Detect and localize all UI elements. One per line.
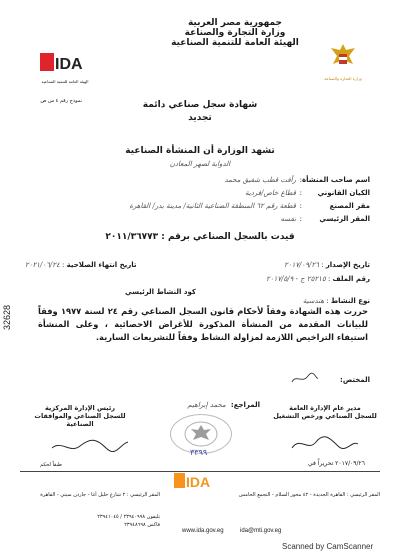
emblem: [318, 42, 368, 81]
head-block: [20, 404, 140, 428]
authority-name: الهيئة العامة للتنمية الصناعية: [171, 38, 299, 48]
date-note: ٢٠١٧/٠٩/٢٦ تحريراً في: [307, 460, 365, 467]
gm-signature-icon: [290, 434, 360, 454]
specialist-signature-icon: [290, 372, 320, 386]
ida-logo-icon: [40, 50, 90, 74]
field-value: نفسه: [280, 214, 296, 223]
expiry-date-value: ٢٠٢١/٠٦/٢٤: [25, 261, 60, 269]
registration-number: قيدت بالسجل الصناعي برقم : ٢٠١١/٣٦٧٧٣: [105, 232, 295, 242]
svg-text:IDA: IDA: [55, 56, 83, 73]
ida-footer-logo-icon: [168, 470, 228, 492]
field-label: مقر المصنع: [329, 201, 370, 210]
establishment-name: الدوابة لصهر المعادن: [169, 160, 231, 168]
side-number: 32628: [2, 304, 12, 330]
issue-date-label: تاريخ الإصدار: [325, 261, 370, 269]
reviewer-name: محمد إبراهيم: [187, 401, 226, 409]
emblem-caption: وزارة التجارة والصناعة: [324, 76, 362, 81]
issue-date-value: ٢٠١٧/٠٩/٢٦: [284, 261, 319, 269]
stamp-number: ٣٣٩٩: [190, 448, 208, 457]
ida-logo-caption: الهيئة العامة للتنمية الصناعية: [41, 79, 89, 84]
form-number: نموذج رقم ٤ س ص: [40, 98, 82, 104]
ida-logo: [40, 50, 90, 84]
scanner-watermark: Scanned by CamScanner: [282, 542, 374, 551]
reviewer-label: المراجع:: [230, 401, 260, 409]
body-text: حررت هذه الشهادة وفقاً لأحكام قانون السجل الصناعي رقم ٢٤ لسنة ١٩٧٧ وفقاً للبيانات المقدمة من المنشأة المذكورة للأغراض الاحصائية ، وعلى المنشأة استيفاء التراخيص اللازمة لمزاولة النشاط وفقاً للتشريعات السارية.: [38, 306, 368, 342]
web-link[interactable]: www.ida.gov.eg: [182, 528, 224, 534]
footer-web[interactable]: [182, 528, 224, 534]
specialist-label: المختص:: [340, 376, 370, 384]
field-row: مقر المصنع : قطعة رقم ٦٢ المنطقة الصناعية الثانية/ مدينة بدر/ القاهرة: [129, 201, 370, 210]
email-link[interactable]: ida@mti.gov.eg: [240, 528, 282, 534]
file-number-value: ٢٥٢١٥ ج - ٢٠١٧/٥/٩: [266, 275, 326, 283]
activity-type-label: نوع النشاط: [330, 297, 370, 305]
activity-row: نوع النشاط : هندسية كود النشاط الرئيسي: [125, 288, 370, 305]
field-label: اسم صاحب المنشأة: [302, 175, 370, 184]
footer-phone-text: تليفون ٢٣٩٤٠٩٩٨ / ٢٣٩٤١٠٤٥: [97, 514, 160, 520]
footer-logo: [168, 470, 228, 496]
field-value: قطعة رقم ٦٢ المنطقة الصناعية الثانية/ مدينة بدر/ القاهرة: [129, 201, 296, 210]
side-number-box: [2, 290, 16, 330]
field-value: رأفت قطب شفيق محمد: [224, 175, 296, 184]
fields-block: [25, 173, 370, 225]
field-row: اسم صاحب المنشأة : رأفت قطب شفيق محمد: [224, 175, 370, 184]
certificate-title: شهادة سجل صناعي دائمة: [142, 100, 258, 110]
expiry-date-label: تاريخ انتهاء الصلاحية: [66, 261, 137, 269]
gm-block: [270, 404, 380, 420]
footer-email[interactable]: [240, 528, 281, 534]
svg-text:IDA: IDA: [186, 474, 211, 490]
bottom-note: طبقاً لحكم: [40, 462, 62, 468]
renewal-label: تجديد: [188, 113, 212, 123]
footer-fax: فاكس ٢٣٩٤٨٦٩٨: [124, 522, 160, 528]
eagle-icon: [329, 42, 357, 72]
activity-type-value: هندسية: [302, 297, 325, 305]
head-title-2: للسجل الصناعي والموافقات الصناعية: [34, 412, 126, 428]
gm-title-2: للسجل الصناعي ورخص التشغيل: [273, 412, 377, 420]
footer-phone: [20, 514, 160, 520]
field-row: الكيان القانوني : قطاع خاص/فردية: [245, 188, 370, 197]
country-name: جمهورية مصر العربية: [187, 18, 283, 28]
reviewer-block: [170, 392, 260, 411]
certifies-line: تشهد الوزارة أن المنشأة الصناعية: [125, 146, 275, 156]
footer-hq: المقر الرئيسي : القاهرة الجديدة - ٤٢ محور السلام - التجمع الخامس: [238, 492, 380, 498]
field-value: قطاع خاص/فردية: [245, 188, 296, 197]
footer-branch: المقر الرئيسي : ٢ شارع خليل أغا - جاردن سيتي - القاهرة: [40, 492, 160, 498]
ministry-name: وزارة التجارة والصناعة: [184, 28, 286, 38]
head-signature-icon: [50, 436, 130, 456]
file-row: رقم الملف : ٢٥٢١٥ ج - ٢٠١٧/٥/٩: [266, 275, 370, 283]
head-title-1: رئيس الإدارة المركزية: [44, 404, 116, 412]
activity-code-label: كود النشاط الرئيسي: [125, 288, 196, 296]
header-block: [150, 18, 320, 48]
field-label: المقر الرئيسي: [319, 214, 370, 223]
field-label: الكيان القانوني: [317, 188, 370, 197]
field-row: المقر الرئيسي : نفسه: [280, 214, 370, 223]
gm-title-1: مدير عام الإدارة العامة: [289, 404, 361, 412]
dates-row: تاريخ الإصدار : ٢٠١٧/٠٩/٢٦ تاريخ انتهاء الصلاحية : ٢٠٢١/٠٦/٢٤: [25, 261, 370, 269]
file-number-label: رقم الملف: [332, 275, 370, 283]
